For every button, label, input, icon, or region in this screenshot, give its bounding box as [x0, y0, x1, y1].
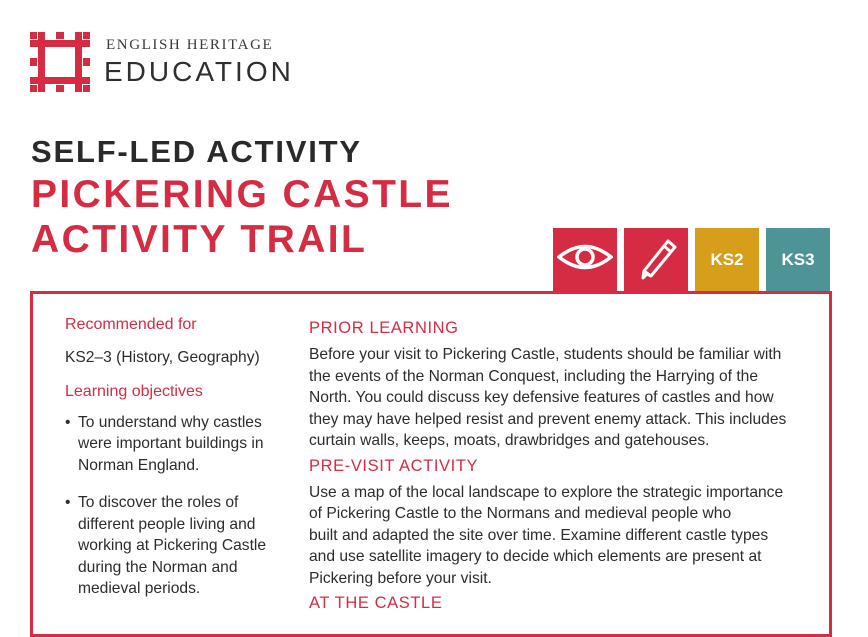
pencil-icon [633, 234, 679, 285]
text-line: the events of the Norman Conquest, including the Harrying of the [309, 367, 759, 385]
section-at-the-castle [309, 591, 809, 615]
text-line: Pickering before your visit. [309, 569, 492, 587]
observe-badge [553, 228, 617, 291]
text-line: and use satellite imagery to decide which elements are present at [309, 548, 762, 565]
english-heritage-logo-icon [30, 32, 90, 92]
page-title [31, 172, 453, 262]
list-item [65, 492, 280, 600]
bullet-icon: • [65, 494, 71, 511]
section-heading: PRE-VISIT ACTIVITY [309, 456, 479, 475]
text-line: of Pickering Castle to the Normans and medieval people who [309, 505, 732, 522]
sidebar [65, 316, 280, 616]
page-title-line-2: ACTIVITY TRAIL [31, 218, 368, 261]
objectives-heading: Learning objectives [65, 382, 203, 400]
objective-text: To understand why castles were important buildings in Norman England. [78, 413, 264, 474]
recommended-value: KS2–3 (History, Geography) [65, 349, 260, 366]
main-content [309, 316, 809, 615]
ks3-badge: KS3 [766, 228, 830, 291]
brand-division: EDUCATION [104, 56, 294, 87]
list-item [65, 412, 280, 477]
section-body [309, 482, 809, 590]
page-title-line-1: PICKERING CASTLE [31, 173, 453, 216]
section-heading: PRIOR LEARNING [309, 319, 459, 337]
activity-type: SELF-LED ACTIVITY [31, 134, 362, 169]
section-pre-visit [309, 454, 809, 590]
text-line: curtain walls, keeps, moats, drawbridges and gatehouses. [309, 432, 710, 449]
section-heading: AT THE CASTLE [309, 594, 443, 612]
text-line: Before your visit to Pickering Castle, students should be familiar with [309, 346, 782, 363]
ks2-badge: KS2 [695, 228, 759, 291]
recommended-heading: Recommended for [65, 316, 197, 333]
text-line: built and adapted the site over time. Examine different castle types [309, 526, 769, 544]
section-prior-learning [309, 316, 809, 452]
write-badge [624, 228, 688, 291]
bullet-icon: • [65, 413, 71, 431]
section-body [309, 344, 809, 452]
text-line: Use a map of the local landscape to explore the strategic importance [309, 483, 784, 501]
text-line: North. You could discuss key defensive features of castles and how [309, 389, 774, 406]
text-line: they may have helped resist and prevent enemy attack. This includes [309, 410, 787, 428]
objective-text: To discover the roles of different people living and working at Pickering Castle during the Norman and medieval periods. [78, 494, 267, 597]
eye-icon [557, 242, 613, 277]
brand-name: ENGLISH HERITAGE [106, 37, 274, 53]
objectives-list [65, 412, 280, 600]
